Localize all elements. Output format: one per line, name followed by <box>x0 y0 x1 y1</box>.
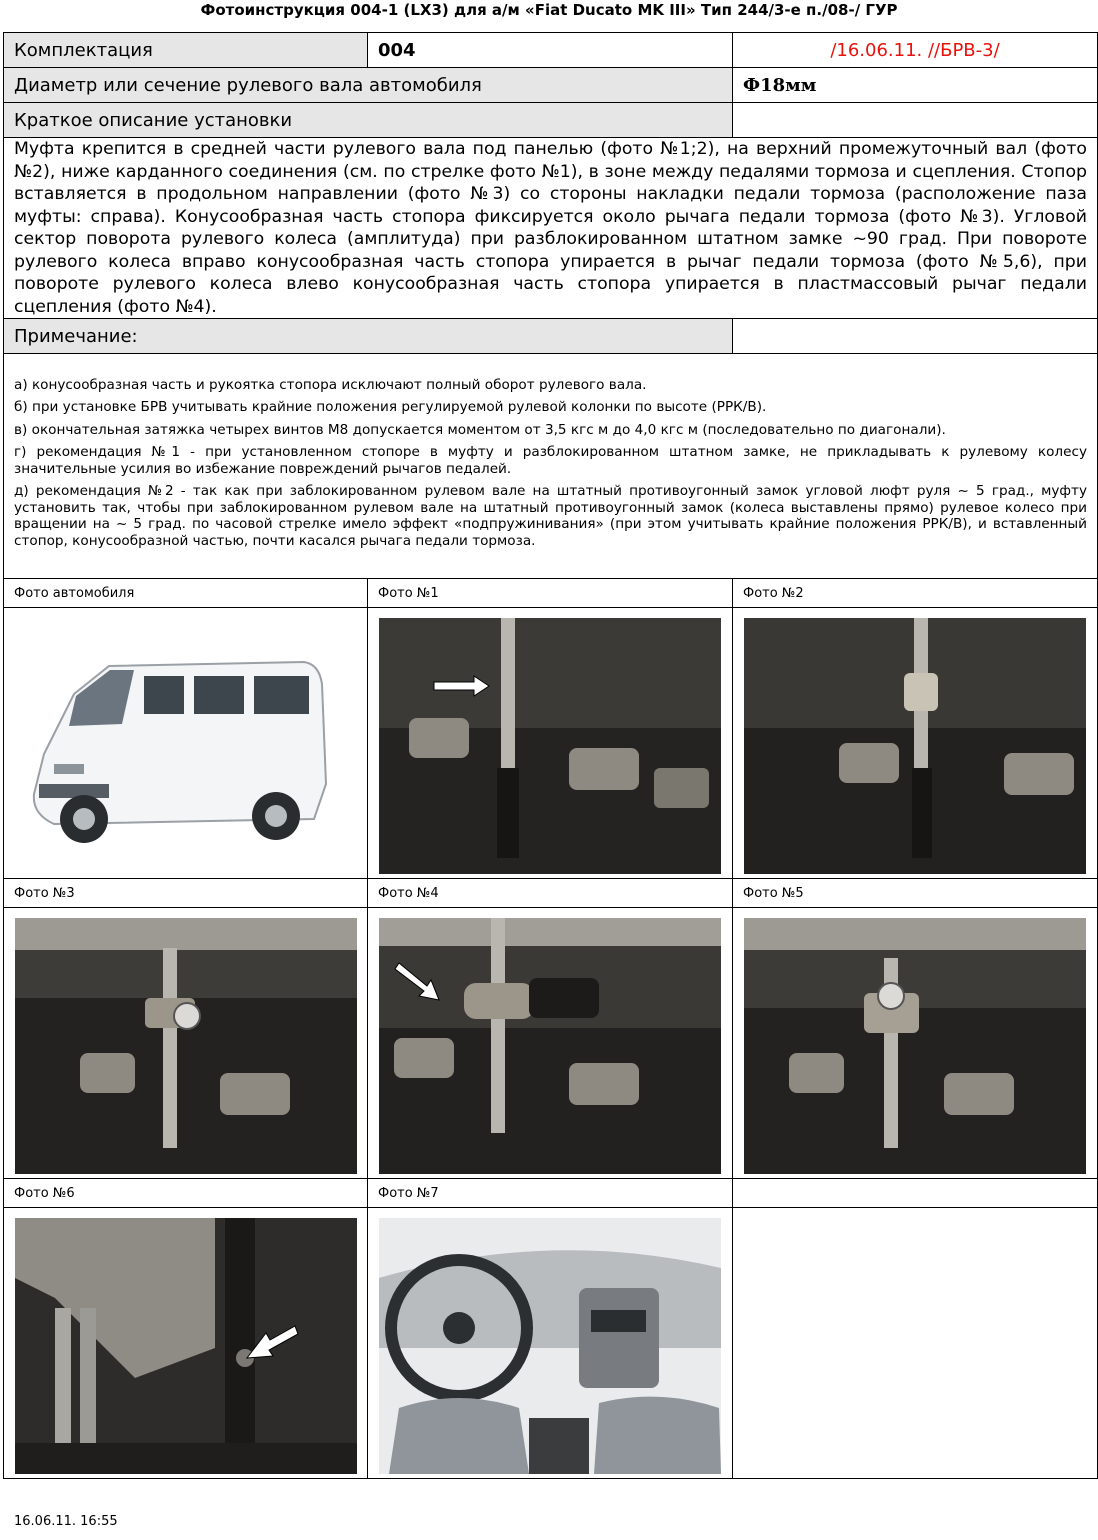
note-item: а) конусообразная часть и рукоятка стопора исключают полный оборот рулевого вала. <box>14 376 647 393</box>
photo-2-cell <box>733 608 1098 879</box>
caption-photo-2: Фото №2 <box>733 579 1098 608</box>
pedal-area-photo-5 <box>744 918 1086 1174</box>
kit-label: Комплектация <box>4 33 368 68</box>
photo-7-cell <box>368 1208 733 1479</box>
diameter-value: Ф18мм <box>733 68 1098 103</box>
diameter-label: Диаметр или сечение рулевого вала автомобиля <box>4 68 733 103</box>
pedal-closeup-photo-6 <box>15 1218 357 1474</box>
note-item: в) окончательная затяжка четырех винтов М8 допускается моментом от 3,5 кгс м до 4,0 кгс м (последовательно по диагонали). <box>14 421 946 438</box>
pedal-area-photo-3 <box>15 918 357 1174</box>
caption-photo-7: Фото №7 <box>368 1179 733 1208</box>
document-title: Фотоинструкция 004-1 (LX3) для а/м «Fiat Ducato MK III» Тип 244/3-е п./08-/ ГУР <box>200 1 898 19</box>
short-description-label: Краткое описание установки <box>4 103 733 138</box>
empty-photo-cell <box>733 1208 1098 1479</box>
caption-photo-6: Фото №6 <box>4 1179 368 1208</box>
photo-5-cell <box>733 908 1098 1179</box>
photo-1-cell <box>368 608 733 879</box>
caption-car: Фото автомобиля <box>4 579 368 608</box>
notes-label: Примечание: <box>4 319 733 354</box>
pedal-area-photo-4 <box>379 918 721 1174</box>
footer-timestamp: 16.06.11. 16:55 <box>14 1514 118 1529</box>
caption-photo-5: Фото №5 <box>733 879 1098 908</box>
caption-photo-3: Фото №3 <box>4 879 368 908</box>
caption-photo-1: Фото №1 <box>368 579 733 608</box>
note-item: г) рекомендация №1 - при установленном стопоре в муфту и разблокированном штатном замке, не прикладывать к рулевому колесу значительные усилия во избежание повреждений рычагов педалей. <box>14 444 1087 477</box>
van-photo <box>14 614 364 876</box>
photo-6-cell <box>4 1208 368 1479</box>
note-item: д) рекомендация №2 - так как при заблокированном рулевом вале на штатный противоугонный замок угловой люфт руля ~ 5 град., муфту установить так, чтобы при заблокированном рулевом вале на штатный противоугонный замок (колеса выставлены прямо) рулевое колесо при вращении на ~ 5 град. по часовой стрелке имело эффект «подпружинивания» (при этом учитывать крайние положения РРК/В), и вставленный стопор, конусообразной частью, почти касался рычага педали тормоза. <box>14 483 1087 549</box>
empty-cell <box>733 1179 1098 1208</box>
instruction-table <box>3 32 1098 1479</box>
caption-photo-4: Фото №4 <box>368 879 733 908</box>
empty-cell <box>733 319 1098 354</box>
photo-3-cell <box>4 908 368 1179</box>
cabin-dashboard-photo-7 <box>379 1218 721 1474</box>
photo-car-cell <box>4 608 368 879</box>
kit-code: 004 <box>368 33 733 68</box>
notes-block <box>4 354 1098 579</box>
pedal-area-photo-1 <box>379 618 721 874</box>
photo-4-cell <box>368 908 733 1179</box>
kit-date: /16.06.11. //БРВ-3/ <box>733 33 1098 68</box>
empty-cell <box>733 103 1098 138</box>
note-item: б) при установке БРВ учитывать крайние положения регулируемой рулевой колонки по высоте (РРК/В). <box>14 399 767 416</box>
installation-description: Муфта крепится в средней части рулевого вала под панелью (фото №1;2), на верхний промежуточный вал (фото №2), ниже карданного соединения (см. по стрелке фото №1), в зоне между педалями тормоза и сцепления. Стопор вставляется в продольном направлении (фото №3) со стороны накладки педали тормоза (расположение паза муфты: справа). Конусообразная часть стопора фиксируется около рычага педали тормоза (фото №3). Угловой сектор поворота рулевого колеса (амплитуда) при разблокированном штатном замке ~90 град. При повороте рулевого колеса вправо конусообразная часть стопора упирается в рычаг педали тормоза (фото №5,6), при повороте рулевого колеса влево конусообразная часть стопора упирается в пластмассовый рычаг педали сцепления (фото №4). <box>4 138 1098 319</box>
pedal-area-photo-2 <box>744 618 1086 874</box>
